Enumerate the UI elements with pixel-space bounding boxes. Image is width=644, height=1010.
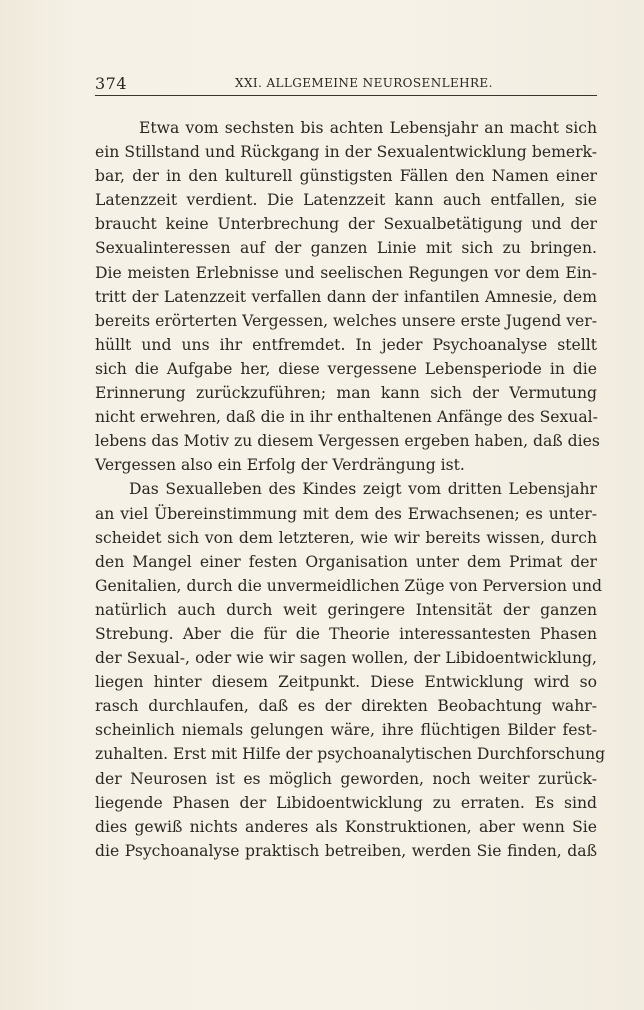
text-line: Vergessen also ein Erfolg der Verdrängung ist.	[95, 456, 465, 475]
header-rule	[95, 95, 597, 96]
text-line: liegende Phasen der Libidoentwicklung zu erraten. Es sind	[95, 793, 597, 812]
text-line: die Psychoanalyse praktisch betreiben, werden Sie finden, daß	[95, 841, 597, 860]
text-line: ein Stillstand und Rückgang in der Sexualentwicklung bemerk-	[95, 143, 597, 162]
text-line: der Neurosen ist es möglich geworden, noch weiter zurück-	[95, 769, 597, 788]
text-line: den Mangel einer festen Organisation unter dem Primat der	[95, 552, 597, 571]
text-line: Strebung. Aber die für die Theorie interessantesten Phasen	[95, 624, 597, 643]
text-line: bar, der in den kulturell günstigsten Fällen den Namen einer	[95, 167, 597, 186]
text-line: nicht erwehren, daß die in ihr enthaltenen Anfänge des Sexual-	[95, 408, 598, 427]
text-line: braucht keine Unterbrechung der Sexualbetätigung und der	[95, 215, 597, 234]
text-line: der Sexual-, oder wie wir sagen wollen, der Libidoentwicklung,	[95, 649, 597, 668]
text-line: Genitalien, durch die unvermeidlichen Züge von Perversion und	[95, 576, 603, 595]
text-line: rasch durchlaufen, daß es der direkten Beobachtung wahr-	[95, 697, 597, 716]
text-line: bereits erörterten Vergessen, welches unsere erste Jugend ver-	[95, 311, 597, 330]
text-line: Erinnerung zurückzuführen; man kann sich der Vermutung	[95, 384, 597, 403]
text-line: lebens das Motiv zu diesem Vergessen ergeben haben, daß dies	[95, 432, 600, 451]
text-line: sich die Aufgabe her, diese vergessene Lebensperiode in die	[95, 359, 597, 378]
text-line: an viel Übereinstimmung mit dem des Erwachsenen; es unter-	[95, 504, 597, 523]
text-line: Etwa vom sechsten bis achten Lebensjahr an macht sich	[139, 119, 597, 137]
text-line: Latenzzeit verdient. Die Latenzzeit kann auch entfallen, sie	[95, 191, 597, 210]
text-line: tritt der Latenzzeit verfallen dann der infantilen Amnesie, dem	[95, 287, 597, 306]
text-line: Das Sexualleben des Kindes zeigt vom dritten Lebensjahr	[129, 480, 597, 499]
page-header	[95, 70, 597, 94]
text-line: Sexualinteressen auf der ganzen Linie mit sich zu bringen.	[95, 239, 597, 258]
text-line: scheinlich niemals gelungen wäre, ihre flüchtigen Bilder fest-	[95, 721, 597, 740]
text-line: liegen hinter diesem Zeitpunkt. Diese Entwicklung wird so	[95, 673, 597, 692]
text-line: scheidet sich von dem letzteren, wie wir bereits wissen, durch	[95, 528, 597, 547]
page-number: 374	[95, 74, 128, 93]
running-head: XXI. ALLGEMEINE NEUROSENLEHRE.	[235, 76, 493, 90]
text-line: hüllt und uns ihr entfremdet. In jeder Psychoanalyse stellt	[95, 335, 597, 354]
text-line: Die meisten Erlebnisse und seelischen Regungen vor dem Ein-	[95, 263, 597, 282]
text-line: zuhalten. Erst mit Hilfe der psychoanalytischen Durchforschung	[95, 745, 606, 764]
text-line: dies gewiß nichts anderes als Konstruktionen, aber wenn Sie	[95, 817, 597, 836]
body-text	[95, 116, 606, 863]
text-line: natürlich auch durch weit geringere Intensität der ganzen	[95, 600, 597, 619]
